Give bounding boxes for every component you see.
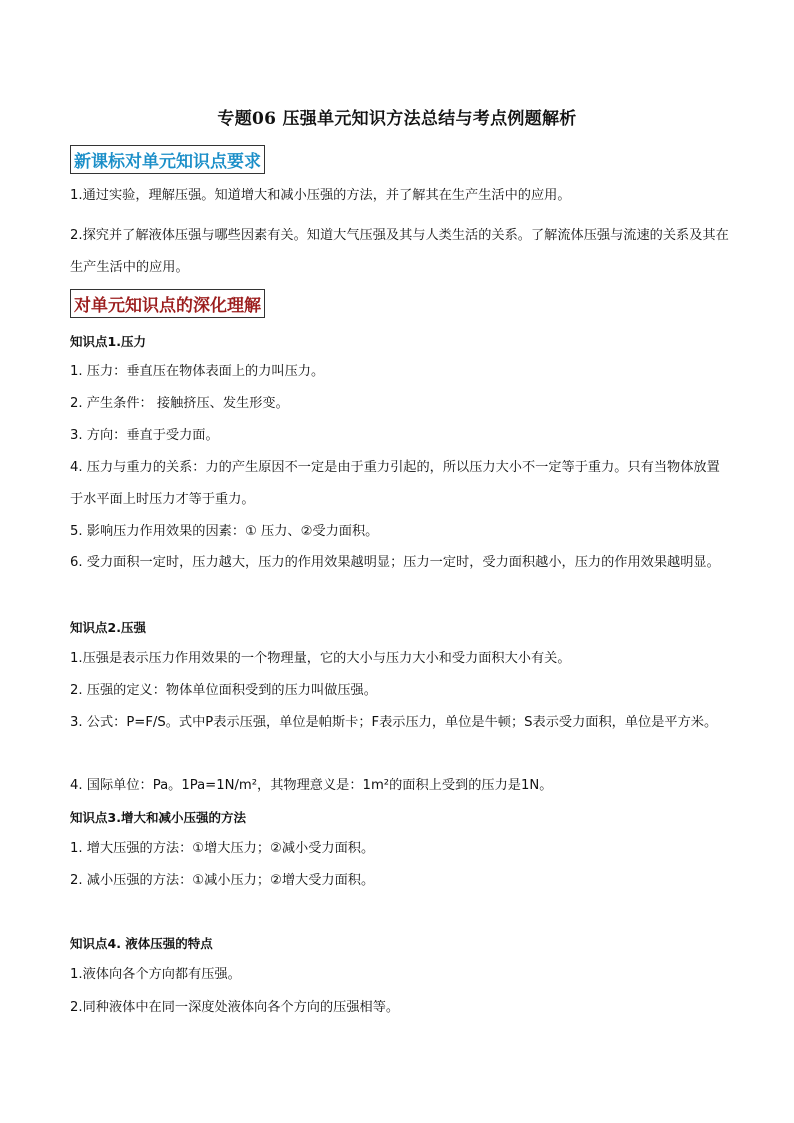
kp1-item-4: 4. 压力与重力的关系：力的产生原因不一定是由于重力引起的，所以压力大小不一定等于重力。只有当物体放置于水平面上时压力才等于重力。 — [70, 460, 720, 507]
kp2-item-3: 3. 公式：P=F/S。式中P表示压强，单位是帕斯卡；F表示压力，单位是牛顿；S表示受力面积，单位是平方米。 — [70, 715, 718, 730]
requirement-2: 2.探究并了解液体压强与哪些因素有关。知道大气压强及其与人类生活的关系。了解流体压强与流速的关系及其在生产生活中的应用。 — [70, 228, 729, 275]
knowledge-point-2-title: 知识点2.压强 — [70, 620, 146, 635]
kp1-item-1: 1. 压力：垂直压在物体表面上的力叫压力。 — [70, 364, 325, 379]
kp3-item-1: 1. 增大压强的方法：①增大压力；②减小受力面积。 — [70, 841, 375, 856]
section-heading-requirements: 新课标对单元知识点要求 — [70, 145, 265, 174]
requirement-1: 1.通过实验，理解压强。知道增大和减小压强的方法，并了解其在生产生活中的应用。 — [70, 188, 571, 203]
knowledge-point-3-title: 知识点3.增大和减小压强的方法 — [70, 810, 246, 825]
kp2-item-4: 4. 国际单位：Pa。1Pa=1N/m²，其物理意义是：1m²的面积上受到的压力是1N。 — [70, 778, 553, 793]
kp1-item-2: 2. 产生条件： 接触挤压、发生形变。 — [70, 396, 289, 411]
knowledge-point-4-title: 知识点4. 液体压强的特点 — [70, 936, 213, 951]
document-title: 专题06 压强单元知识方法总结与考点例题解析 — [217, 109, 577, 129]
kp4-item-1: 1.液体向各个方向都有压强。 — [70, 967, 241, 982]
kp2-item-2: 2. 压强的定义：物体单位面积受到的压力叫做压强。 — [70, 683, 377, 698]
section-heading-understanding: 对单元知识点的深化理解 — [70, 289, 265, 318]
kp1-item-3: 3. 方向：垂直于受力面。 — [70, 428, 219, 443]
knowledge-point-1-title: 知识点1.压力 — [70, 334, 146, 349]
kp1-item-5: 5. 影响压力作用效果的因素：① 压力、②受力面积。 — [70, 524, 379, 539]
kp3-item-2: 2. 减小压强的方法：①减小压力；②增大受力面积。 — [70, 873, 375, 888]
kp1-item-6: 6. 受力面积一定时，压力越大，压力的作用效果越明显；压力一定时，受力面积越小，压力的作用效果越明显。 — [70, 555, 720, 570]
kp4-item-2: 2.同种液体中在同一深度处液体向各个方向的压强相等。 — [70, 1000, 400, 1015]
kp2-item-1: 1.压强是表示压力作用效果的一个物理量，它的大小与压力大小和受力面积大小有关。 — [70, 651, 571, 666]
